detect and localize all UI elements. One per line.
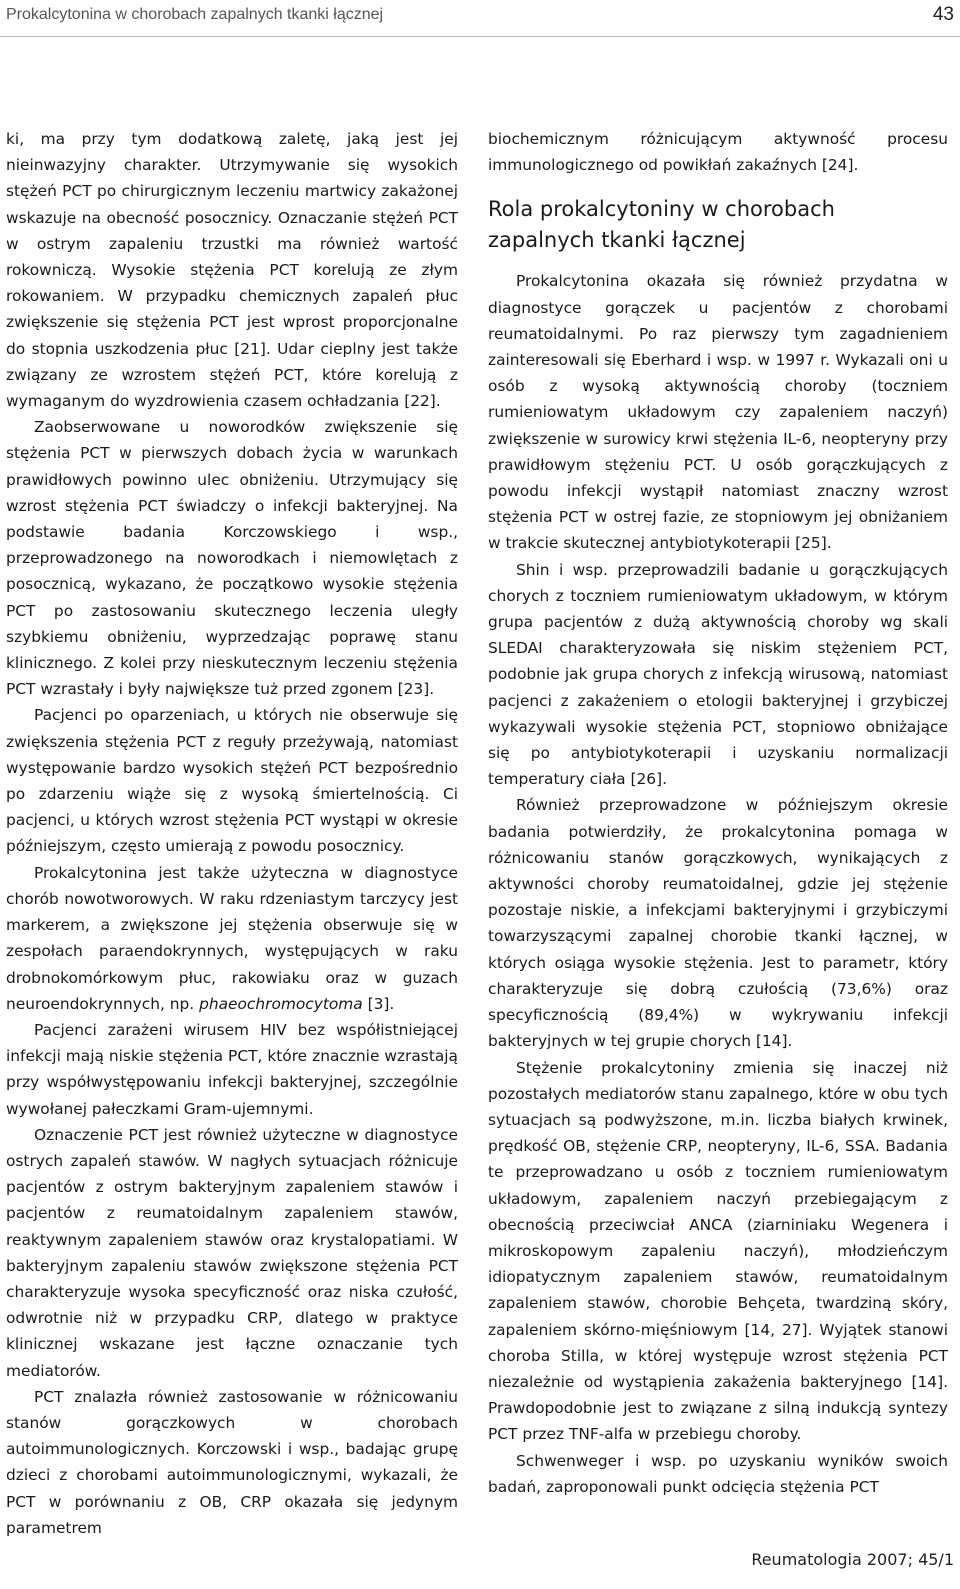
paragraph: biochemicznym różnicującym aktywność procesu immunologicznego od powikłań zakaźnych [24]. xyxy=(488,130,948,175)
journal-footer: Reumatologia 2007; 45/1 xyxy=(751,1550,954,1569)
section-heading: Rola prokalcytoniny w chorobach zapalnych tkanki łącznej xyxy=(488,197,835,253)
paragraph: ki, ma przy tym dodatkową zaletę, jaką jest jej nieinwazyjny charakter. Utrzymywanie się wysokich stężeń PCT po chirurgicznym leczeniu martwicy zakażonej wskazuje na obecność posocznicy. Oznaczanie stężeń PCT w ostrym zapaleniu trzustki ma również wartość rokowniczą. Wysokie stężenia PCT korelują ze złym rokowaniem. W przypadku chemicznych zapaleń płuc zwiększenie się stężenia PCT jest wprost proporcjonalne do stopnia uszkodzenia płuc [21]. Udar cieplny jest także związany ze wzrostem stężeń PCT, które korelują z wymaganym do wyzdrowienia czasem ochładzania [22]. xyxy=(6,130,458,411)
right-column xyxy=(488,126,948,1500)
citation: [3]. xyxy=(362,994,395,1013)
paragraph: Prokalcytonina okazała się również przydatna w diagnostyce gorączek u pacjentów z chorobami reumatoidalnymi. Po raz pierwszy tym zagadnieniem zainteresowali się Eberhard i wsp. w 1997 r. Wykazali oni u osób z wysoką aktywnością choroby (toczniem rumieniowatym układowym czy zapaleniem naczyń) zwiększenie w surowicy krwi stężenia IL-6, neopteryny przy prawidłowym stężeniu PCT. U osób gorączkujących z powodu infekcji wystąpił natomiast znaczny wzrost stężenia PCT w ostrej fazie, ze stopniowym jej obniżaniem w trakcie skutecznej antybiotykoterapii [25]. xyxy=(488,272,948,553)
paragraph: Również przeprowadzone w późniejszym okresie badania potwierdziły, że prokalcytonina pomaga w różnicowaniu stanów gorączkowych, wynikających z aktywności choroby reumatoidalnej, gdzie jej stężenie pozostaje niskie, a infekcjami bakteryjnymi i grzybiczymi towarzyszącymi zapalnej chorobie tkanki łącznej, w których osiąga wysokie stężenia. Jest to parametr, który charakteryzuje się dobrą czułością (73,6%) oraz specyficznością (89,4%) w wykrywaniu infekcji bakteryjnych w tej grupie chorych [14]. xyxy=(488,796,948,1051)
paragraph xyxy=(6,860,458,1017)
paragraph-text: Prokalcytonina jest także użyteczna w diagnostyce chorób nowotworowych. W raku rdzeniastym tarczycy jest markerem, a zwiększone jej stężenia obserwuje się w zespołach paraendokrynnych, występujących w raku drobnokomórkowym płuc, rakowiaku oraz w guzach neuroendokrynnych, np. xyxy=(6,863,458,1013)
paragraph: PCT znalazła również zastosowanie w różnicowaniu stanów gorączkowych w chorobach autoimmunologicznych. Korczowski i wsp., badając grupę dzieci z chorobami autoimmunologicznymi, wykazali, że PCT w porównaniu z OB, CRP okazała się jedynym parametrem xyxy=(6,1387,458,1537)
paragraph: Pacjenci po oparzeniach, u których nie obserwuje się zwiększenia stężenia PCT z reguły przeżywają, natomiast występowanie bardzo wysokich stężeń PCT bezpośrednio po zdarzeniu wiąże się z wysoką śmiertelnością. Ci pacjenci, u których wzrost stężenia PCT wystąpi w okresie późniejszym, często umierają z powodu posocznicy. xyxy=(6,706,458,856)
paragraph: Shin i wsp. przeprowadzili badanie u gorączkujących chorych z toczniem rumieniowatym układowym, w którym grupa pacjentów z dużą aktywnością choroby wg skali SLEDAI charakteryzowała się niskim stężeniem PCT, podobnie jak grupa chorych z infekcją wirusową, natomiast pacjenci z zakażeniem o etologii bakteryjnej i grzybiczej wykazywali wysokie stężenia PCT, stopniowo obniżające się po antybiotykoterapii i uzyskaniu normalizacji temperatury ciała [26]. xyxy=(488,560,948,789)
italic-term: phaeochromocytoma xyxy=(199,994,363,1013)
paragraph: Oznaczenie PCT jest również użyteczne w diagnostyce ostrych zapaleń stawów. W nagłych sytuacjach różnicuje pacjentów z ostrym bakteryjnym zapaleniem stawów i pacjentów z reumatoidalnym zapaleniem stawów, reaktywnym zapaleniem stawów oraz krystalopatiami. W bakteryjnym zapaleniu stawów zwiększone stężenia PCT charakteryzuje wysoka specyficzność oraz niska czułość, odwrotnie niż w przypadku CRP, dlatego w praktyce klinicznej wskazane jest łączne oznaczanie tych mediatorów. xyxy=(6,1125,458,1380)
header-rule xyxy=(0,36,960,37)
page-number: 43 xyxy=(932,4,954,25)
left-column xyxy=(6,126,458,1541)
paragraph: Schwenweger i wsp. po uzyskaniu wyników swoich badań, zaproponowali punkt odcięcia stężenia PCT xyxy=(488,1451,948,1496)
running-head xyxy=(6,0,954,30)
running-title: Prokalcytonina w chorobach zapalnych tkanki łącznej xyxy=(6,6,384,23)
paragraph: Pacjenci zarażeni wirusem HIV bez współistniejącej infekcji mają niskie stężenia PCT, które znacznie wzrastają przy współwystępowaniu infekcji bakteryjnej, szczególnie wywołanej pałeczkami Gram-ujemnymi. xyxy=(6,1020,458,1118)
paragraph: Stężenie prokalcytoniny zmienia się inaczej niż pozostałych mediatorów stanu zapalnego, które w obu tych sytuacjach są podwyższone, m.in. liczba białych krwinek, prędkość OB, stężenie CRP, neopteryny, IL-6, SSA. Badania te przeprowadzano u osób z toczniem rumieniowatym układowym, zapaleniem naczyń przebiegającym z obecnością przeciwciał ANCA (ziarniniaku Wegenera i mikroskopowym zapaleniu naczyń), młodzieńczym idiopatycznym zapaleniem stawów, reumatoidalnym zapaleniem stawów, chorobie Behçeta, twardziną skóry, zapaleniem skórno-mięśniowym [14, 27]. Wyjątek stanowi choroba Stilla, w której występuje wzrost stężenia PCT niezależnie od wystąpienia zakażenia bakteryjnego [14]. Prawdopodobnie jest to związane z silną indukcją syntezy PCT przez TNF-alfa w przebiegu choroby. xyxy=(488,1058,948,1444)
paragraph: Zaobserwowane u noworodków zwiększenie się stężenia PCT w pierwszych dobach życia w warunkach prawidłowych powinno ulec obniżeniu. Utrzymujący się wzrost stężenia PCT świadczy o infekcji bakteryjnej. Na podstawie badania Korczowskiego i wsp., przeprowadzonego na noworodkach i niemowlętach z posocznicą, wykazano, że początkowo wysokie stężenia PCT po zastosowaniu skutecznego leczenia uległy szybkiemu obniżeniu, wyprzedzając poprawę stanu klinicznego. Z kolei przy nieskutecznym leczeniu stężenia PCT wzrastały i były największe tuż przed zgonem [23]. xyxy=(6,418,458,699)
